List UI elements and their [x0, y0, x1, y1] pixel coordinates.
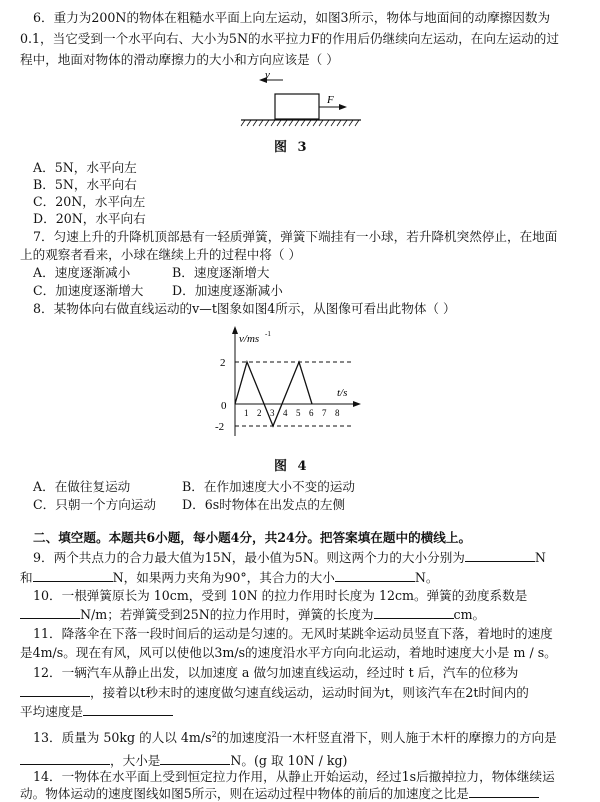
y-axis-arrow	[232, 326, 238, 334]
q7-option-c: C．加速度逐渐增大	[33, 283, 144, 298]
section-2-heading: 二、填空题。本题共6小题，每小题4分，共24分。把答案填在题中的横线上。	[33, 530, 472, 545]
figure-3-block-diagram	[235, 70, 370, 132]
q8-option-b: B．在作加速度大小不变的运动	[182, 479, 355, 494]
q7-option-a: A．速度逐渐减小	[33, 265, 131, 280]
x-tick-5: 5	[296, 408, 301, 418]
q13-text-2b: N。(g 取 10N / kg)	[230, 753, 348, 768]
x-tick-4: 4	[283, 408, 288, 418]
velocity-label: v	[265, 70, 270, 81]
q6-option-b: B．5N，水平向右	[33, 177, 137, 192]
q11-line-2: 是4m/s。现在有风，风可以使他以3m/s的速度沿水平方向向北运动，着地时速度大小是 m / s。	[20, 645, 557, 660]
x-tick-7: 7	[322, 408, 327, 418]
q13-text-2a: ，大小是	[110, 753, 161, 768]
y-tick-neg-2: -2	[215, 421, 225, 433]
q10-text-2b: cm。	[453, 607, 486, 622]
q13-text-1b: 的加速度沿一木杆竖直滑下，则人施于木杆的摩擦力的方向是	[216, 730, 557, 746]
q7-option-d: D．加速度逐渐减小	[172, 283, 283, 298]
q11-line-1: 11．降落伞在下落一段时间后的运动是匀速的。无风时某跳伞运动员竖直下落，着地时的速度	[33, 626, 553, 641]
q14-text-2: 动。物体运动的速度图线如图5所示，则在运动过程中物体的前后的加速度之比是	[20, 786, 469, 801]
q7-option-b: B．速度逐渐增大	[172, 265, 270, 280]
q9-blank-1[interactable]	[465, 549, 535, 562]
q12-text-2: ，接着以t秒末时的速度做匀速直线运动，运动时间为t，则该汽车在2t时间内的	[90, 685, 529, 700]
x-axis-arrow	[353, 401, 361, 407]
x-tick-1: 1	[244, 408, 249, 418]
q10-blank-2[interactable]	[374, 606, 454, 619]
q8-line-1: 8．某物体向右做直线运动的v—t图象如图4所示，从图像可看出此物体（ ）	[33, 301, 456, 316]
q9-blank-2[interactable]	[33, 569, 113, 582]
q12-blank-2[interactable]	[83, 703, 173, 716]
q6-line-2: 0.1，当它受到一个水平向右、大小为5N的水平拉力F的作用后仍继续向左运动，在向左运动的过	[20, 31, 559, 46]
q13-line-2	[20, 752, 347, 769]
q14-line-2	[20, 785, 539, 802]
q9-unit-1: N	[534, 550, 546, 565]
q6-line-3: 程中，地面对物体的滑动摩擦力的大小和方向应该是（ ）	[20, 52, 339, 67]
q6-option-d: D．20N，水平向右	[33, 211, 146, 226]
q9-text-1: 9．两个共点力的合力最大值为15N，最小值为5N。则这两个力的大小分别为	[33, 550, 465, 565]
force-label: F	[327, 94, 334, 106]
x-tick-6: 6	[309, 408, 314, 418]
q6-line-1: 6．重力为200N的物体在粗糙水平面上向左运动，如图3所示，物体与地面间的动摩擦因数为	[33, 10, 551, 25]
q9-text-2a: 和	[20, 570, 33, 585]
x-tick-8: 8	[335, 408, 340, 418]
q7-line-2: 上的观察者看来，小球在继续上升的过程中将（ ）	[20, 247, 302, 262]
q9-line-2	[20, 569, 438, 586]
force-arrow-head	[339, 104, 347, 110]
q13-text-1a: 13．质量为 50kg 的人以 4m/s	[33, 730, 212, 746]
q8-option-c: C．只朝一个方向运动	[33, 497, 156, 512]
q8-option-a: A．在做往复运动	[33, 479, 131, 494]
q10-text-2a: N/m；若弹簧受到25N的拉力作用时，弹簧的长度为	[80, 607, 374, 622]
q10-blank-1[interactable]	[20, 606, 80, 619]
figure-3-caption: 图 3	[274, 140, 310, 155]
q8-option-d: D．6s时物体在出发点的左侧	[182, 497, 346, 512]
q12-text-3: 平均速度是	[20, 704, 83, 719]
y-tick-2: 2	[220, 357, 226, 369]
q10-line-1: 10．一根弹簧原长为 10cm，受到 10N 的拉力作用时长度为 12cm。弹簧的劲度系数是	[33, 588, 528, 603]
figure-4-vt-graph	[205, 324, 365, 449]
q10-line-2	[20, 606, 485, 623]
q12-line-1: 12．一辆汽车从静止出发，以加速度 a 做匀加速直线运动，经过时 t 后，汽车的位移为	[33, 665, 519, 680]
q13-sup: 2	[211, 730, 217, 739]
q13-blank-2[interactable]	[160, 752, 230, 765]
y-axis-label-sup: -1	[265, 330, 271, 338]
y-axis-label: v/ms	[239, 333, 260, 345]
q12-blank-1[interactable]	[20, 684, 90, 697]
x-tick-2: 2	[257, 408, 262, 418]
q12-line-3	[20, 703, 173, 720]
q12-line-2	[20, 684, 529, 701]
y-tick-0: 0	[221, 400, 227, 412]
q14-blank-1[interactable]	[469, 785, 539, 798]
q6-option-c: C．20N，水平向左	[33, 194, 146, 209]
x-tick-3: 3	[270, 408, 275, 418]
figure-4-caption: 图 4	[274, 459, 310, 474]
ground-hatching	[241, 120, 359, 126]
q13-blank-1[interactable]	[20, 752, 110, 765]
q9-blank-3[interactable]	[335, 569, 415, 582]
block	[275, 94, 319, 119]
q9-text-2b: N，如果两力夹角为90°，其合力的大小	[112, 570, 335, 585]
q6-option-a: A．5N，水平向左	[33, 160, 137, 175]
q9-text-2c: N。	[414, 570, 439, 585]
q13-line-1	[33, 727, 557, 746]
x-axis-label: t/s	[337, 387, 348, 399]
q7-line-1: 7．匀速上升的升降机顶部悬有一轻质弹簧，弹簧下端挂有一小球，若升降机突然停止，在地面	[33, 229, 558, 244]
q9-line-1	[33, 549, 546, 566]
q14-line-1: 14．一物体在水平面上受到恒定拉力作用，从静止开始运动，经过1s后撤掉拉力，物体继续运	[33, 769, 555, 784]
